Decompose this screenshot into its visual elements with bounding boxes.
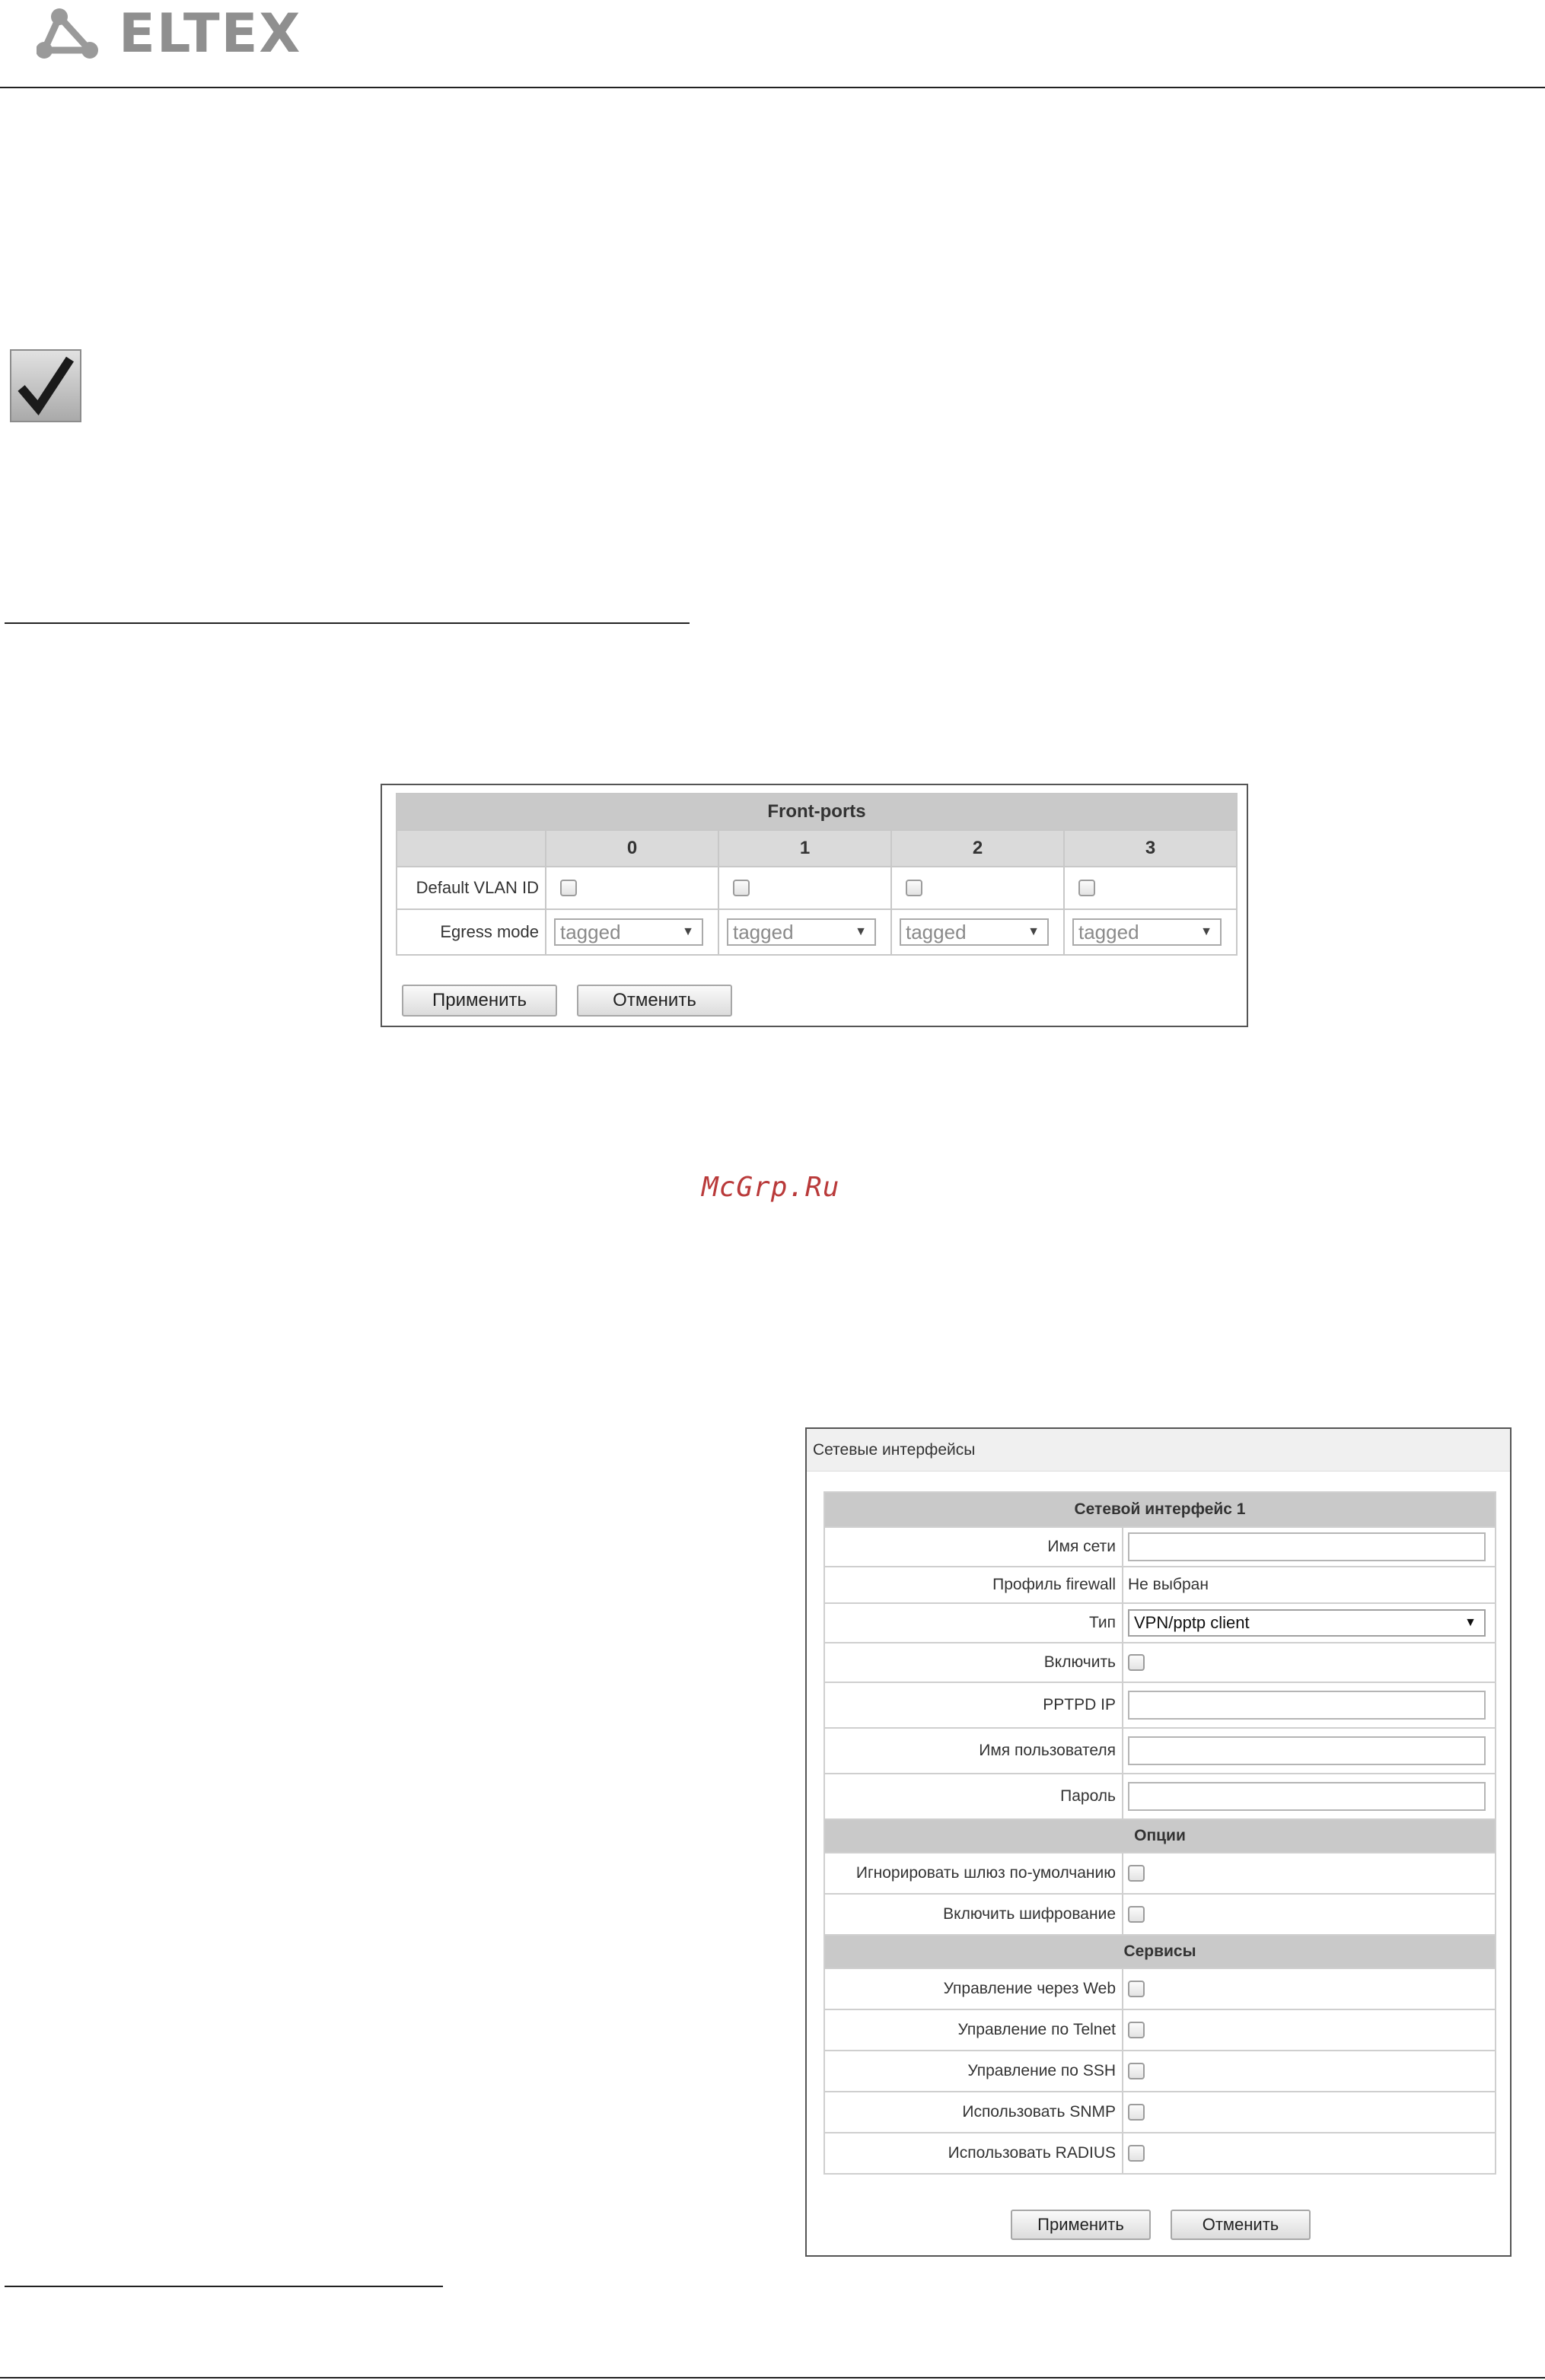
select-value: tagged bbox=[560, 921, 621, 943]
enable-encryption-checkbox[interactable] bbox=[1128, 1906, 1145, 1923]
pptpd-ip-label: PPTPD IP bbox=[824, 1682, 1123, 1728]
table-row bbox=[824, 2133, 1496, 2174]
front-ports-title: Front-ports bbox=[397, 794, 1237, 830]
table-row bbox=[824, 1682, 1496, 1728]
column-header-port: 1 bbox=[718, 830, 891, 867]
enable-label: Включить bbox=[824, 1643, 1123, 1682]
type-label: Тип bbox=[824, 1603, 1123, 1643]
password-label: Пароль bbox=[824, 1774, 1123, 1819]
ssh-management-checkbox[interactable] bbox=[1128, 2063, 1145, 2079]
table-row bbox=[397, 867, 1237, 909]
header-divider bbox=[0, 87, 1545, 88]
ignore-gateway-checkbox[interactable] bbox=[1128, 1865, 1145, 1882]
network-interface-table bbox=[823, 1491, 1496, 2175]
enable-encryption-label: Включить шифрование bbox=[824, 1894, 1123, 1935]
column-header-port: 0 bbox=[546, 830, 718, 867]
password-input[interactable] bbox=[1128, 1782, 1486, 1811]
network-interfaces-panel bbox=[805, 1427, 1512, 2257]
web-management-label: Управление через Web bbox=[824, 1968, 1123, 2009]
table-title: Сетевой интерфейс 1 bbox=[824, 1492, 1496, 1527]
column-header-port: 2 bbox=[891, 830, 1064, 867]
table-row bbox=[824, 1643, 1496, 1682]
front-ports-table bbox=[396, 793, 1238, 956]
egress-mode-label: Egress mode bbox=[397, 909, 546, 955]
snmp-label: Использовать SNMP bbox=[824, 2092, 1123, 2133]
apply-button[interactable]: Применить bbox=[402, 985, 557, 1017]
username-input[interactable] bbox=[1128, 1736, 1486, 1765]
table-row bbox=[824, 2051, 1496, 2092]
radius-label: Использовать RADIUS bbox=[824, 2133, 1123, 2174]
table-row bbox=[824, 1774, 1496, 1819]
table-row bbox=[824, 1567, 1496, 1603]
select-value: VPN/pptp client bbox=[1134, 1613, 1250, 1632]
logo-text: ELTEX bbox=[119, 2, 302, 65]
table-row bbox=[824, 2009, 1496, 2051]
watermark: McGrp.Ru bbox=[702, 1172, 840, 1203]
type-select[interactable] bbox=[1128, 1609, 1486, 1637]
ssh-management-label: Управление по SSH bbox=[824, 2051, 1123, 2092]
footer-divider bbox=[0, 2377, 1545, 2378]
cancel-button[interactable]: Отменить bbox=[577, 985, 732, 1017]
chevron-down-icon: ▼ bbox=[1200, 925, 1212, 938]
default-vlan-checkbox-2[interactable] bbox=[906, 880, 922, 896]
ignore-gateway-label: Игнорировать шлюз по-умолчанию bbox=[824, 1853, 1123, 1894]
username-label: Имя пользователя bbox=[824, 1728, 1123, 1774]
table-row bbox=[824, 1603, 1496, 1643]
pptpd-ip-input[interactable] bbox=[1128, 1691, 1486, 1720]
section-underline bbox=[5, 622, 690, 624]
apply-button[interactable]: Применить bbox=[1011, 2210, 1151, 2240]
telnet-management-checkbox[interactable] bbox=[1128, 2022, 1145, 2038]
default-vlan-checkbox-1[interactable] bbox=[733, 880, 750, 896]
cancel-button[interactable]: Отменить bbox=[1171, 2210, 1311, 2240]
egress-mode-select-2[interactable] bbox=[900, 918, 1049, 946]
network-name-input[interactable] bbox=[1128, 1532, 1486, 1561]
eltex-logo-icon bbox=[37, 2, 116, 65]
egress-mode-select-0[interactable] bbox=[554, 918, 703, 946]
enable-checkbox[interactable] bbox=[1128, 1654, 1145, 1671]
egress-mode-select-3[interactable] bbox=[1072, 918, 1222, 946]
options-section-title: Опции bbox=[824, 1819, 1496, 1853]
egress-mode-select-1[interactable] bbox=[727, 918, 876, 946]
chevron-down-icon: ▼ bbox=[682, 925, 694, 938]
table-row bbox=[824, 1728, 1496, 1774]
services-section-title: Сервисы bbox=[824, 1935, 1496, 1968]
front-ports-panel bbox=[381, 784, 1248, 1027]
chevron-down-icon: ▼ bbox=[855, 925, 867, 938]
table-row bbox=[824, 1853, 1496, 1894]
telnet-management-label: Управление по Telnet bbox=[824, 2009, 1123, 2051]
default-vlan-checkbox-3[interactable] bbox=[1078, 880, 1095, 896]
web-management-checkbox[interactable] bbox=[1128, 1981, 1145, 1997]
select-value: tagged bbox=[906, 921, 967, 943]
panel-title: Сетевые интерфейсы bbox=[807, 1429, 1510, 1472]
firewall-profile-label: Профиль firewall bbox=[824, 1567, 1123, 1603]
chevron-down-icon: ▼ bbox=[1027, 925, 1040, 938]
table-row bbox=[824, 1968, 1496, 2009]
default-vlan-checkbox-0[interactable] bbox=[560, 880, 577, 896]
eltex-logo bbox=[37, 2, 301, 65]
checkmark-icon bbox=[9, 348, 82, 423]
snmp-checkbox[interactable] bbox=[1128, 2104, 1145, 2121]
network-name-label: Имя сети bbox=[824, 1527, 1123, 1567]
radius-checkbox[interactable] bbox=[1128, 2145, 1145, 2162]
column-header-empty bbox=[397, 830, 546, 867]
select-value: tagged bbox=[733, 921, 794, 943]
table-row bbox=[397, 909, 1237, 955]
firewall-profile-value: Не выбран bbox=[1123, 1567, 1496, 1603]
select-value: tagged bbox=[1078, 921, 1139, 943]
default-vlan-label: Default VLAN ID bbox=[397, 867, 546, 909]
chevron-down-icon: ▼ bbox=[1464, 1616, 1477, 1629]
table-row bbox=[824, 2092, 1496, 2133]
footnote-rule bbox=[5, 2286, 443, 2287]
column-header-port: 3 bbox=[1064, 830, 1237, 867]
table-row bbox=[824, 1894, 1496, 1935]
table-row bbox=[824, 1527, 1496, 1567]
